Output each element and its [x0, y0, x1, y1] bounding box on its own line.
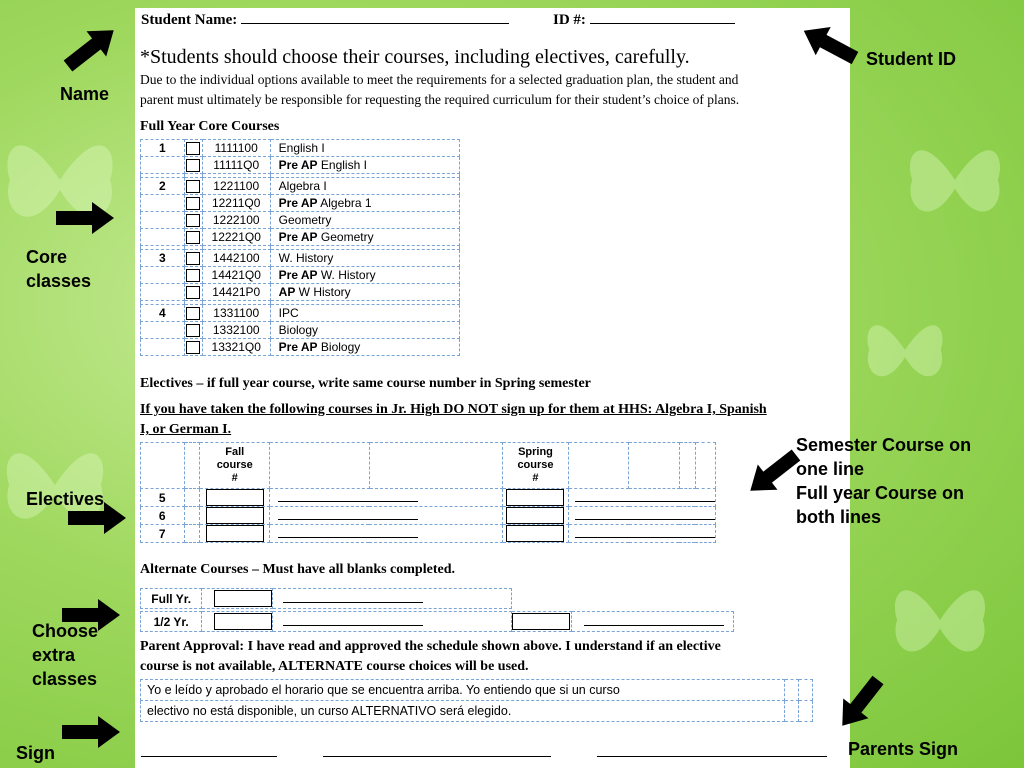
fall-header-line2: course [216, 459, 253, 471]
annotation-semester-line1: Semester Course on [796, 435, 972, 455]
annotation-electives: Electives [26, 489, 105, 509]
course-code: 1222100 [202, 212, 270, 229]
course-name: Biology [278, 323, 319, 337]
course-code: 12221Q0 [202, 229, 270, 246]
group-number: 2 [141, 178, 185, 195]
half-year-label: 1/2 Yr. [141, 612, 202, 632]
intro-text-line2: parent must ultimately be responsible for requesting the required curriculum for their student’s choice of plans. [140, 92, 740, 107]
arrow-icon [62, 716, 120, 748]
course-code: 11111Q0 [202, 157, 270, 174]
fall-header-line1: Fall [225, 446, 245, 458]
group-number: 1 [141, 140, 185, 157]
spring-header-line1: Spring [518, 446, 553, 458]
course-code: 1221100 [202, 178, 270, 195]
course-name: English I [317, 158, 367, 172]
course-name: W History [295, 285, 351, 299]
annotation-semester-line4: both lines [796, 507, 881, 527]
student-name-label: Student Name: [141, 12, 238, 28]
annotation-extra-line3: classes [32, 669, 98, 689]
electives-warning-line2: I, or German I. [140, 422, 232, 437]
course-level-prefix: Pre AP [278, 340, 318, 354]
course-code: 1331100 [202, 305, 270, 322]
annotation-extra-line1: Choose [32, 621, 99, 641]
full-year-label: Full Yr. [141, 589, 202, 609]
course-code: 12211Q0 [202, 195, 270, 212]
fall-header-line3: # [231, 472, 238, 484]
course-name: Geometry [317, 230, 374, 244]
alternates-heading: Alternate Courses – Must have all blanks completed. [140, 562, 455, 577]
id-label: ID #: [553, 12, 586, 28]
course-level-prefix: Pre AP [278, 196, 318, 210]
course-level-prefix: Pre AP [278, 230, 318, 244]
core-heading: Full Year Core Courses [140, 119, 280, 134]
annotation-semester-line3: Full year Course on [796, 483, 965, 503]
spanish-approval-line1: Yo e leído y aprobado el horario que se encuentra arriba. Yo entiendo que si un curso [141, 680, 785, 701]
approval-line2: course is not available, ALTERNATE course choices will be used. [140, 659, 529, 674]
arrow-icon [740, 442, 805, 503]
annotation-extra-line2: extra [32, 645, 76, 665]
course-code: 1442100 [202, 250, 270, 267]
intro-text-line1: Due to the individual options available to meet the requirements for a selected graduation plan, the student and [140, 72, 739, 87]
course-code: 14421Q0 [202, 267, 270, 284]
course-name: Geometry [278, 213, 332, 227]
course-name: Biology [317, 340, 361, 354]
course-name: Algebra I [278, 179, 327, 193]
arrow-icon [830, 670, 891, 735]
spring-header-line3: # [532, 472, 539, 484]
course-code: 1332100 [202, 322, 270, 339]
course-name: W. History [317, 268, 376, 282]
page-title: *Students should choose their courses, including electives, carefully. [140, 46, 690, 68]
electives-heading: Electives – if full year course, write same course number in Spring semester [140, 376, 591, 391]
annotation-semester-line2: one line [796, 459, 865, 479]
spanish-approval-line2: electivo no está disponible, un curso ALTERNATIVO será elegido. [141, 701, 785, 722]
electives-warning-line1: If you have taken the following courses in Jr. High DO NOT sign up for them at HHS: Algebra I, Spanish [140, 402, 767, 417]
course-name: Algebra 1 [317, 196, 372, 210]
elective-number: 7 [141, 525, 185, 543]
annotation-student-id: Student ID [866, 49, 956, 69]
course-level-prefix: AP [278, 285, 296, 299]
course-level-prefix: Pre AP [278, 158, 318, 172]
group-number: 3 [141, 250, 185, 267]
approval-line1: Parent Approval: I have read and approved the schedule shown above. I understand if an elective [140, 639, 721, 654]
annotation-sign: Sign [16, 743, 55, 763]
course-level-prefix: Pre AP [278, 268, 318, 282]
group-number: 4 [141, 305, 185, 322]
course-name: English I [278, 141, 325, 155]
course-code: 1111100 [202, 140, 270, 157]
annotation-name: Name [60, 84, 110, 104]
arrow-icon [68, 502, 126, 534]
course-code: 13321Q0 [202, 339, 270, 356]
annotation-core-line1: Core [26, 247, 68, 267]
course-name: IPC [278, 306, 299, 320]
annotation-parents-sign: Parents Sign [848, 739, 959, 759]
arrow-icon [62, 599, 120, 631]
course-name: W. History [278, 251, 334, 265]
arrow-icon [58, 18, 123, 79]
arrow-icon [56, 202, 114, 234]
course-code: 14421P0 [202, 284, 270, 301]
elective-number: 5 [141, 489, 185, 507]
arrow-icon [796, 17, 862, 72]
spring-header-line2: course [517, 459, 554, 471]
annotation-core-line2: classes [26, 271, 92, 291]
elective-number: 6 [141, 507, 185, 525]
